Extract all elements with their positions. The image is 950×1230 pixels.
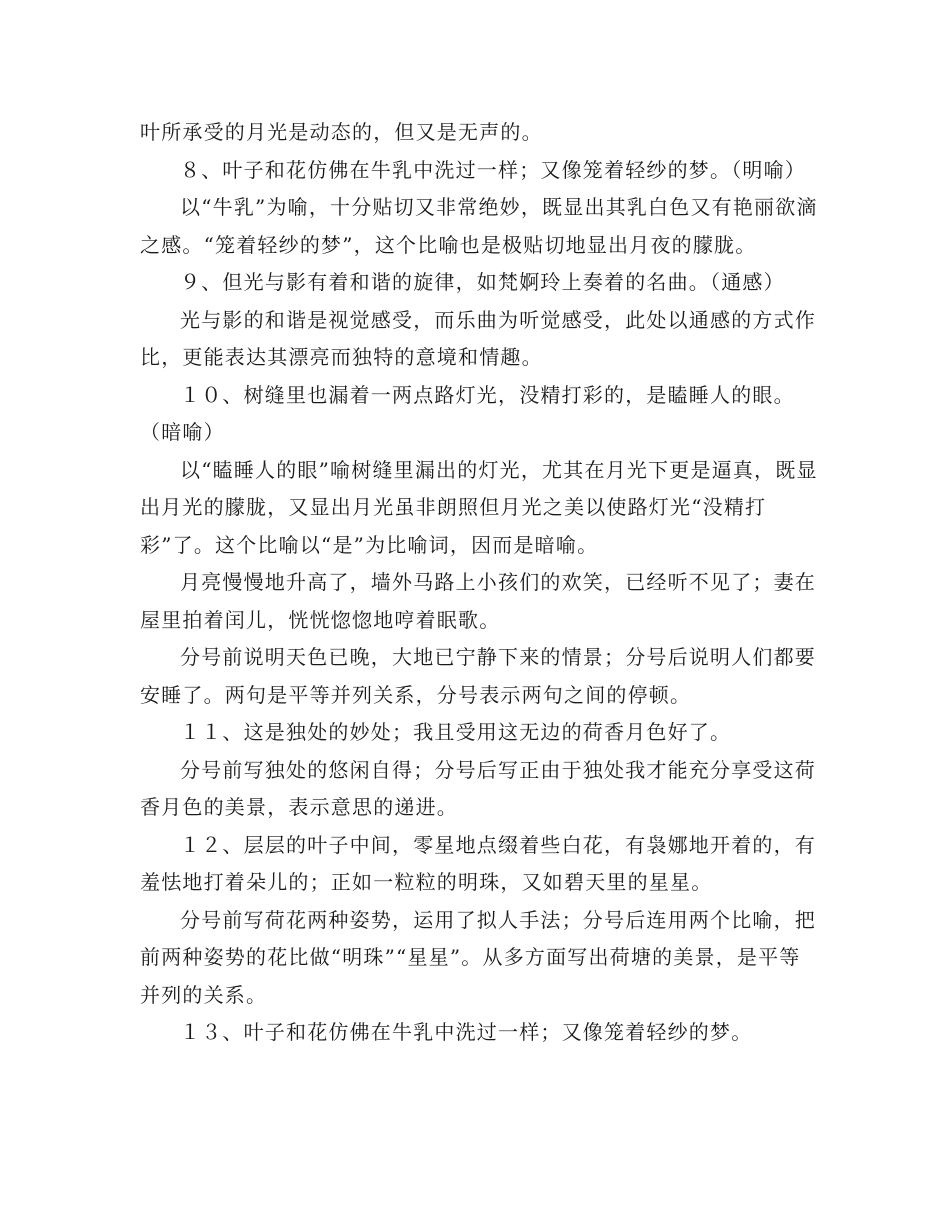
paragraph: １０、树缝里也漏着一两点路灯光，没精打彩的，是瞌睡人的眼。（暗喻） [140, 382, 795, 444]
paragraph: １２、层层的叶子中间，零星地点缀着些白花，有袅娜地开着的，有羞怯地打着朵儿的；正如一粒粒的明珠，又如碧天里的星星。 [140, 832, 816, 894]
paragraph: 光与影的和谐是视觉感受，而乐曲为听觉感受，此处以通感的方式作比，更能表达其漂亮而独特的意境和情趣。 [140, 307, 816, 369]
paragraph: 分号前写荷花两种姿势，运用了拟人手法；分号后连用两个比喻，把前两种姿势的花比做“明珠”“星星”。从多方面写出荷塘的美景，是平等并列的关系。 [140, 907, 816, 1007]
paragraph: ９、但光与影有着和谐的旋律，如梵婀玲上奏着的名曲。（通感） [180, 270, 785, 294]
paragraph: 分号前说明天色已晚，大地已宁静下来的情景；分号后说明人们都要安睡了。两句是平等并列关系，分号表示两句之间的停顿。 [140, 645, 816, 707]
paragraph: 以“牛乳”为喻，十分贴切又非常绝妙，既显出其乳白色又有艳丽欲滴之感。“笼着轻纱的梦”，这个比喻也是极贴切地显出月夜的朦胧。 [140, 195, 818, 257]
paragraph: 叶所承受的月光是动态的，但又是无声的。 [140, 120, 543, 144]
paragraph: 以“瞌睡人的眼”喻树缝里漏出的灯光，尤其在月光下更是逼真，既显出月光的朦胧，又显出月光虽非朗照但月光之美以使路灯光“没精打彩”了。这个比喻以“是”为比喻词，因而是暗喻。 [140, 457, 818, 557]
paragraph: ８、叶子和花仿佛在牛乳中洗过一样；又像笼着轻纱的梦。（明喻） [180, 157, 806, 182]
paragraph: １１、这是独处的妙处；我且受用这无边的荷香月色好了。 [180, 720, 732, 744]
paragraph: 分号前写独处的悠闲自得；分号后写正由于独处我才能充分享受这荷香月色的美景，表示意思的递进。 [140, 757, 816, 819]
paragraph: 月亮慢慢地升高了，墙外马路上小孩们的欢笑，已经听不见了；妻在屋里拍着闰儿，恍恍惚惚地哼着眠歌。 [140, 570, 816, 632]
document-body [140, 114, 820, 1052]
paragraph: １３、叶子和花仿佛在牛乳中洗过一样；又像笼着轻纱的梦。 [180, 1020, 753, 1044]
